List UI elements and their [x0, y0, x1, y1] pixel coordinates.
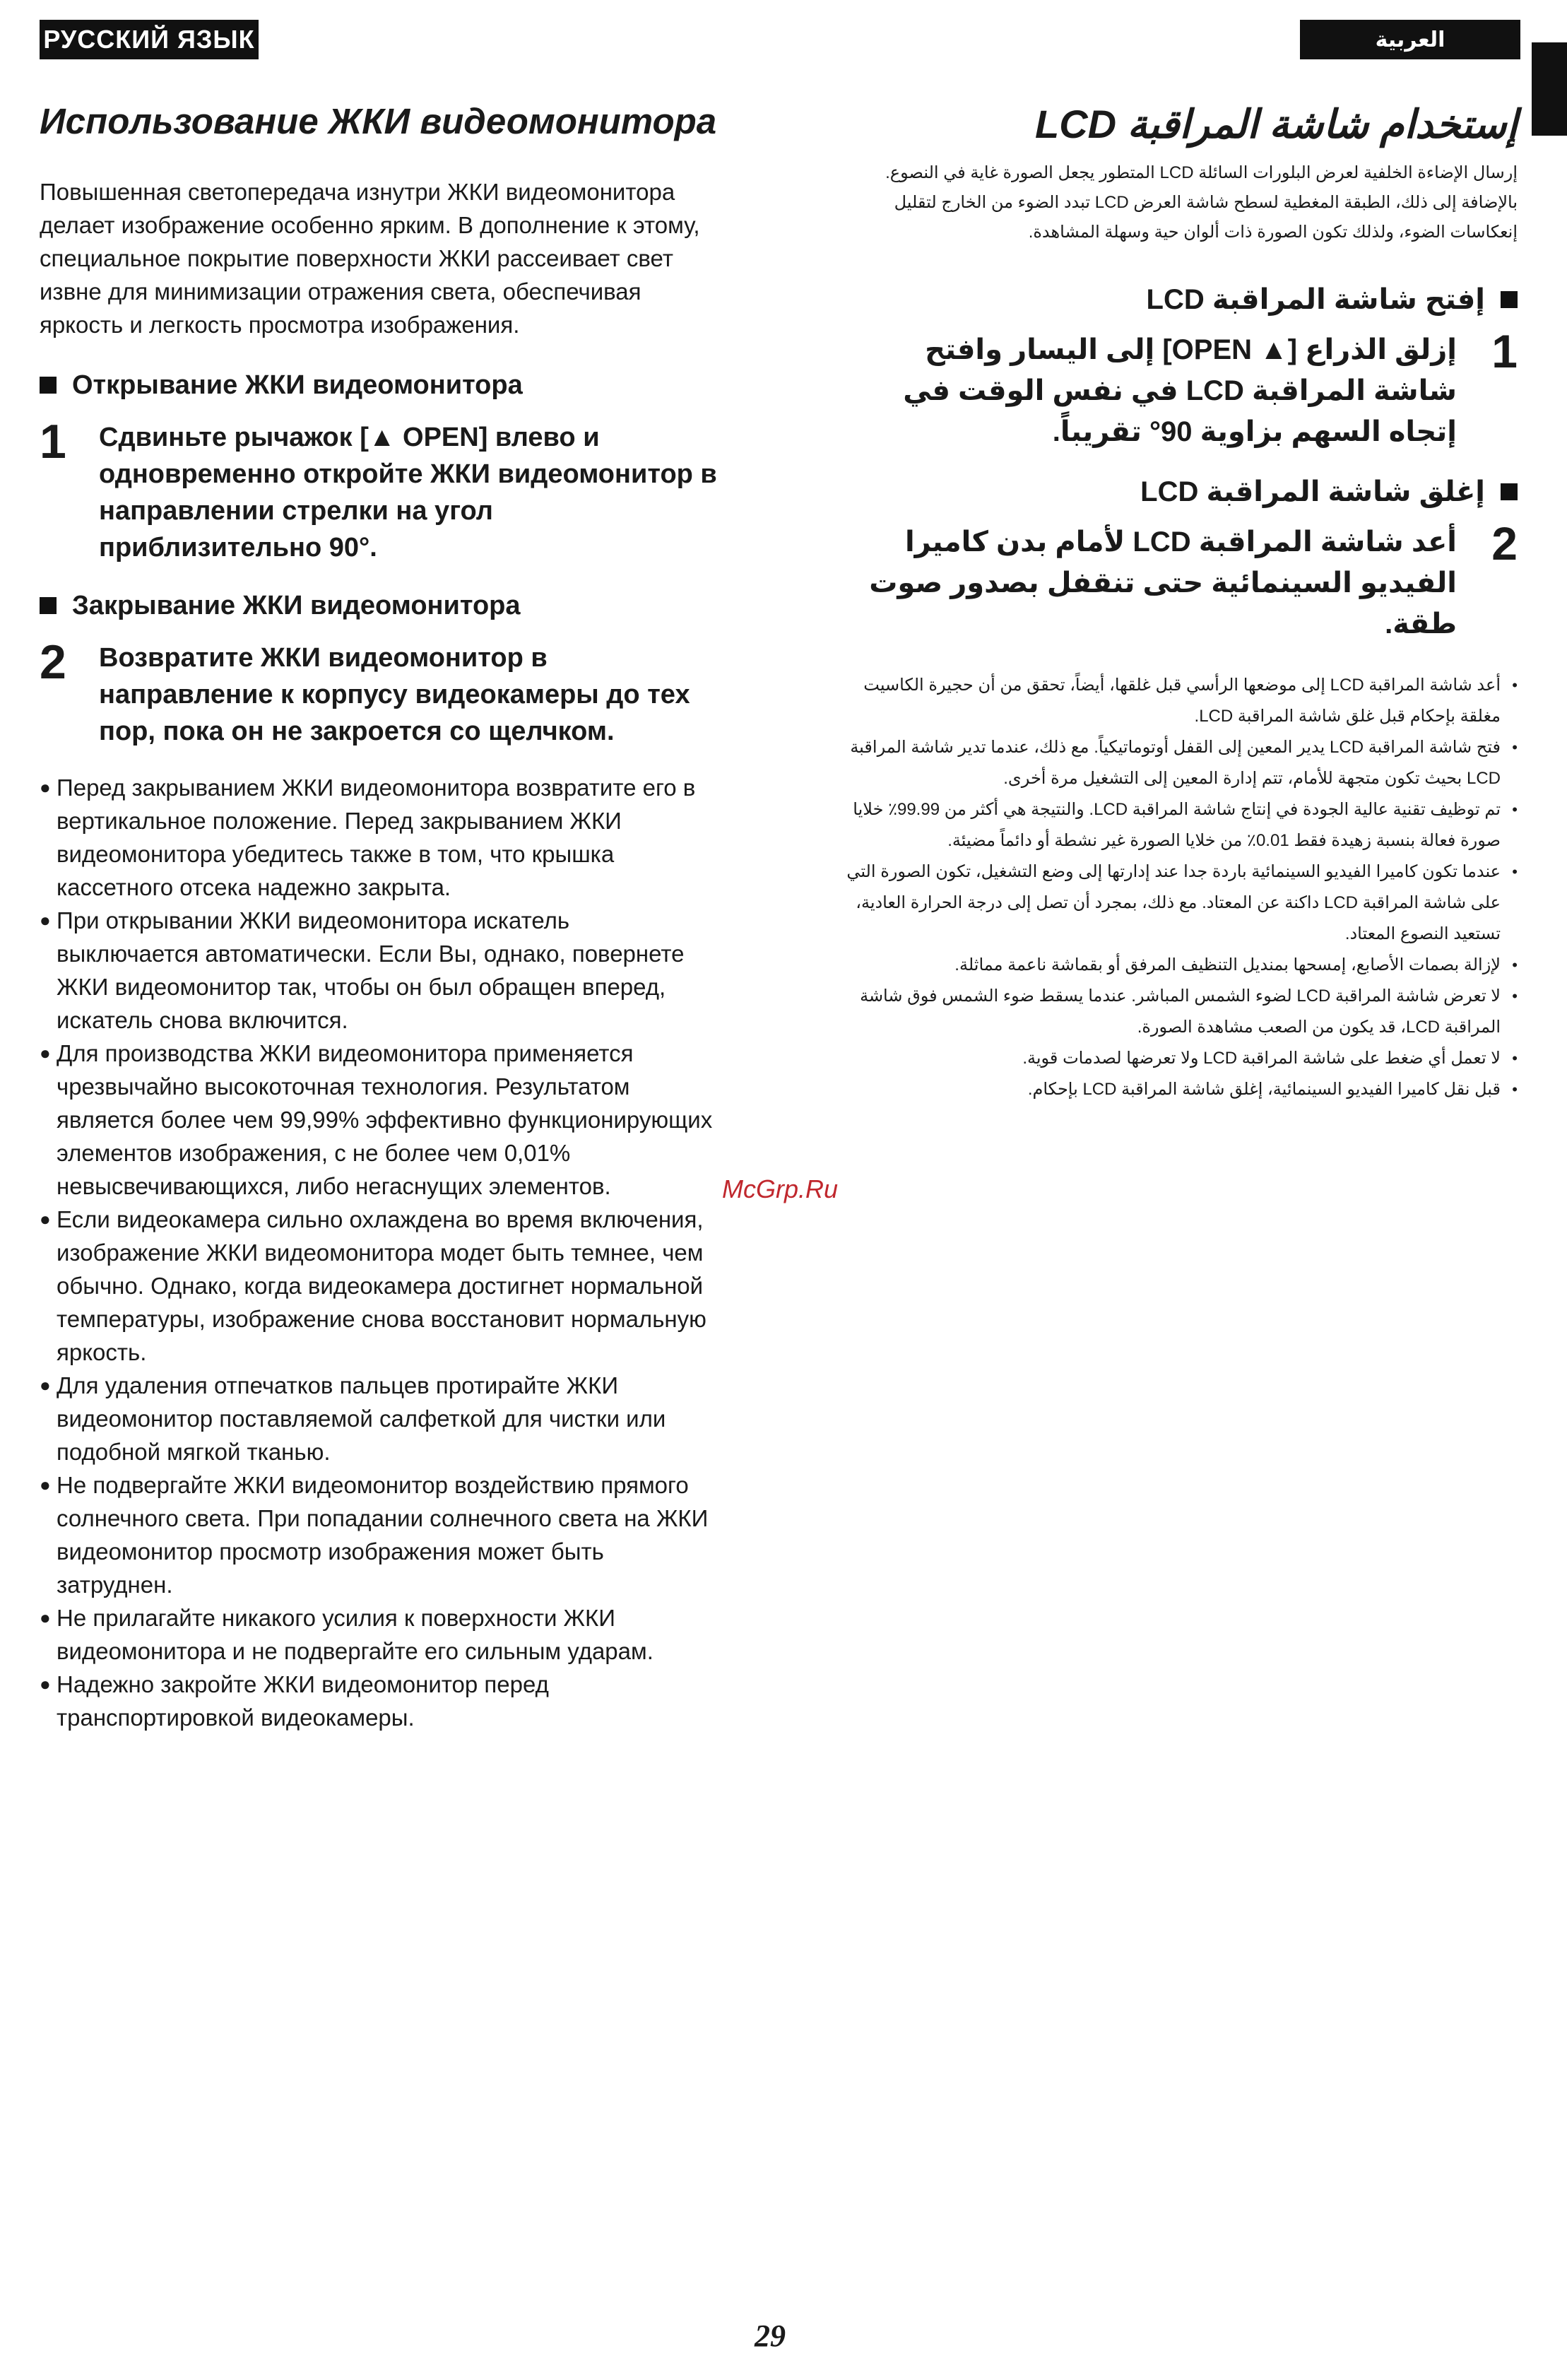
- ar-note-text: لا تعمل أي ضغط على شاشة المراقبة LCD ولا تعرضها لصدمات قوية.: [1022, 1049, 1501, 1068]
- ru-step-2-number: 2: [40, 635, 66, 689]
- list-item: [839, 1043, 1518, 1074]
- bullet-dot-icon: •: [1512, 1049, 1518, 1067]
- ru-step-1-text: Сдвиньте рычажок [▲ OPEN] влево и одновременно откройте ЖКИ видеомонитор в направлении стрелки на угол приблизительно 90°.: [99, 423, 717, 562]
- ar-step-1-text: إزلق الذراع [▲ OPEN] إلى اليسار وافتح شاشة المراقبة LCD في نفس الوقت في إتجاه السهم بزاوية 90° تقريباً.: [903, 334, 1457, 447]
- list-item: [40, 1037, 718, 1203]
- ru-note-text: Надежно закройте ЖКИ видеомонитор перед транспортировкой видеокамеры.: [57, 1671, 549, 1731]
- list-item: [40, 1668, 718, 1734]
- watermark-text: McGrp.Ru: [722, 1174, 839, 1203]
- bullet-dot-icon: ●: [40, 909, 51, 931]
- language-tab-russian: РУССКИЙ ЯЗЫК: [40, 20, 259, 59]
- ar-section-open-label: إفتح شاشة المراقبة LCD: [1146, 284, 1485, 315]
- ru-note-text: Для удаления отпечатков пальцев протирайте ЖКИ видеомонитор поставляемой салфеткой для чистки или подобной мягкой тканью.: [57, 1372, 666, 1465]
- ru-section-open-label: Открывание ЖКИ видеомонитора: [72, 370, 523, 400]
- list-item: [839, 670, 1518, 732]
- ar-step-1: [839, 325, 1518, 452]
- ar-step-2: [839, 517, 1518, 644]
- bullet-dot-icon: ●: [40, 1474, 51, 1495]
- ru-page-title: Использование ЖКИ видеомонитора: [40, 101, 717, 141]
- square-bullet-icon: [1501, 291, 1518, 308]
- ru-section-heading-close: [40, 587, 718, 624]
- list-item: [40, 1203, 718, 1369]
- ar-note-text: لا تعرض شاشة المراقبة LCD لضوء الشمس المباشر. عندما يسقط ضوء الشمس فوق شاشة المراقبة LCD، قد يكون من الصعب مشاهدة الصورة.: [860, 986, 1501, 1037]
- list-item: [839, 1074, 1518, 1105]
- ar-section-close-label: إغلق شاشة المراقبة LCD: [1140, 476, 1485, 507]
- square-bullet-icon: [40, 597, 57, 614]
- ar-note-text: لإزالة بصمات الأصابع، إمسحها بمنديل التنظيف المرفق أو بقماشة ناعمة مماثلة.: [954, 955, 1501, 974]
- page-number: 29: [755, 2319, 786, 2353]
- bullet-dot-icon: ●: [40, 1042, 51, 1064]
- bullet-dot-icon: •: [1512, 956, 1518, 974]
- bullet-dot-icon: •: [1512, 1080, 1518, 1098]
- bullet-dot-icon: •: [1512, 863, 1518, 880]
- ar-note-text: فتح شاشة المراقبة LCD يدير المعين إلى القفل أوتوماتيكياً. مع ذلك، عندما تدير شاشة المراقبة LCD بحيث تكون متجهة للأمام، تتم إدارة المعين إلى التشغيل مرة أخرى.: [850, 738, 1501, 788]
- ar-intro-paragraph: إرسال الإضاءة الخلفية لعرض البلورات السائلة LCD المتطور يجعل الصورة غاية في النصوع. بالإضافة إلى ذلك، الطبقة المغطية لسطح شاشة العرض LCD تبدد الضوء من الخارج لتقليل إنعكاسات الضوء، ولذلك تكون الصورة ذات ألوان حية وسهلة المشاهدة.: [885, 163, 1518, 242]
- square-bullet-icon: [1501, 483, 1518, 500]
- ru-step-1: [40, 415, 718, 566]
- ru-step-1-number: 1: [40, 415, 66, 469]
- ru-note-text: При открывании ЖКИ видеомонитора искатель выключается автоматически. Если Вы, однако, повернете ЖКИ видеомонитор так, чтобы он был обращен вперед, искатель снова включится.: [57, 907, 685, 1033]
- ar-step-1-number: 1: [1491, 325, 1518, 377]
- language-tab-arabic: العربية: [1300, 20, 1520, 59]
- list-item: [839, 794, 1518, 856]
- list-item: [40, 1601, 718, 1668]
- list-item: [839, 950, 1518, 981]
- list-item: [40, 904, 718, 1037]
- ar-note-text: تم توظيف تقنية عالية الجودة في إنتاج شاشة المراقبة LCD. والنتيجة هي أكثر من 99.99٪ خلايا صورة فعالة بنسبة زهيدة فقط 0.01٪ من خلايا الصورة غير نشطة أو دائماً مضيئة.: [853, 800, 1501, 850]
- bullet-dot-icon: ●: [40, 1374, 51, 1396]
- list-item: [40, 1369, 718, 1468]
- edge-thumb-marker: [1532, 42, 1567, 136]
- ru-note-text: Если видеокамера сильно охлаждена во время включения, изображение ЖКИ видеомонитора модет быть темнее, чем обычно. Однако, когда видеокамера достигнет нормальной температуры, изображение снова восстановит нормальную яркость.: [57, 1206, 706, 1365]
- ar-note-text: عندما تكون كاميرا الفيديو السينمائية باردة جدا عند إدارتها إلى وضع التشغيل، تكون الصورة التي على شاشة المراقبة LCD داكنة عن المعتاد. مع ذلك، بمجرد أن تصل إلى درجة الحرارة العادية، تستعيد النصوع المعتاد.: [846, 862, 1501, 943]
- ar-step-2-number: 2: [1491, 517, 1518, 570]
- list-item: [40, 771, 718, 904]
- bullet-dot-icon: ●: [40, 1208, 51, 1230]
- ar-section-heading-open: [839, 280, 1518, 319]
- russian-column: [40, 98, 718, 1734]
- ru-section-heading-open: [40, 367, 718, 403]
- ru-intro-paragraph: Повышенная светопередача изнутри ЖКИ видеомонитора делает изображение особенно ярким. В дополнение к этому, специальное покрытие поверхности ЖКИ рассеивает свет извне для минимизации отражения света, обеспечивая яркость и легкость просмотра изображения.: [40, 179, 700, 338]
- ru-note-text: Не прилагайте никакого усилия к поверхности ЖКИ видеомонитора и не подвергайте его сильным ударам.: [57, 1605, 654, 1664]
- bullet-dot-icon: •: [1512, 676, 1518, 694]
- bullet-dot-icon: •: [1512, 801, 1518, 818]
- ar-section-heading-close: [839, 472, 1518, 512]
- ru-note-text: Для производства ЖКИ видеомонитора применяется чрезвычайно высокоточная технология. Результатом является более чем 99,99% эффективно функционирующих элементов изображения, с не более чем 0,01% невысвечивающихся, либо негаснущих элементов.: [57, 1040, 713, 1199]
- ru-notes-list: [40, 771, 718, 1734]
- ar-page-title: إستخدام شاشة المراقبة LCD: [1035, 102, 1518, 146]
- bullet-dot-icon: •: [1512, 987, 1518, 1005]
- ar-step-2-text: أعد شاشة المراقبة LCD لأمام بدن كاميرا الفيديو السينمائية حتى تنقفل بصدور صوت طقة.: [869, 526, 1457, 640]
- bullet-dot-icon: ●: [40, 777, 51, 798]
- bullet-dot-icon: ●: [40, 1673, 51, 1695]
- bullet-dot-icon: ●: [40, 1607, 51, 1628]
- ar-note-text: قبل نقل كاميرا الفيديو السينمائية، إغلق شاشة المراقبة LCD بإحكام.: [1027, 1080, 1501, 1099]
- ar-note-text: أعد شاشة المراقبة LCD إلى موضعها الرأسي قبل غلقها، أيضاً، تحقق من أن حجيرة الكاسيت مغلقة بإحكام قبل غلق شاشة المراقبة LCD.: [863, 676, 1501, 726]
- ru-section-close-label: Закрывание ЖКИ видеомонитора: [72, 591, 521, 620]
- arabic-column: [839, 98, 1518, 1105]
- bullet-dot-icon: •: [1512, 738, 1518, 756]
- list-item: [839, 732, 1518, 794]
- ru-step-2: [40, 635, 718, 750]
- square-bullet-icon: [40, 377, 57, 394]
- ar-notes-list: [839, 670, 1518, 1105]
- list-item: [839, 981, 1518, 1043]
- list-item: [839, 856, 1518, 950]
- ru-note-text: Не подвергайте ЖКИ видеомонитор воздействию прямого солнечного света. При попадании солнечного света на ЖКИ видеомонитор просмотр изображения может быть затруднен.: [57, 1472, 709, 1598]
- ru-step-2-text: Возвратите ЖКИ видеомонитор в направление к корпусу видеокамеры до тех пор, пока он не закроется со щелчком.: [99, 643, 690, 746]
- list-item: [40, 1468, 718, 1601]
- ru-note-text: Перед закрыванием ЖКИ видеомонитора возвратите его в вертикальное положение. Перед закрыванием ЖКИ видеомонитора убедитесь также в том, что крышка кассетного отсека надежно закрыта.: [57, 774, 696, 900]
